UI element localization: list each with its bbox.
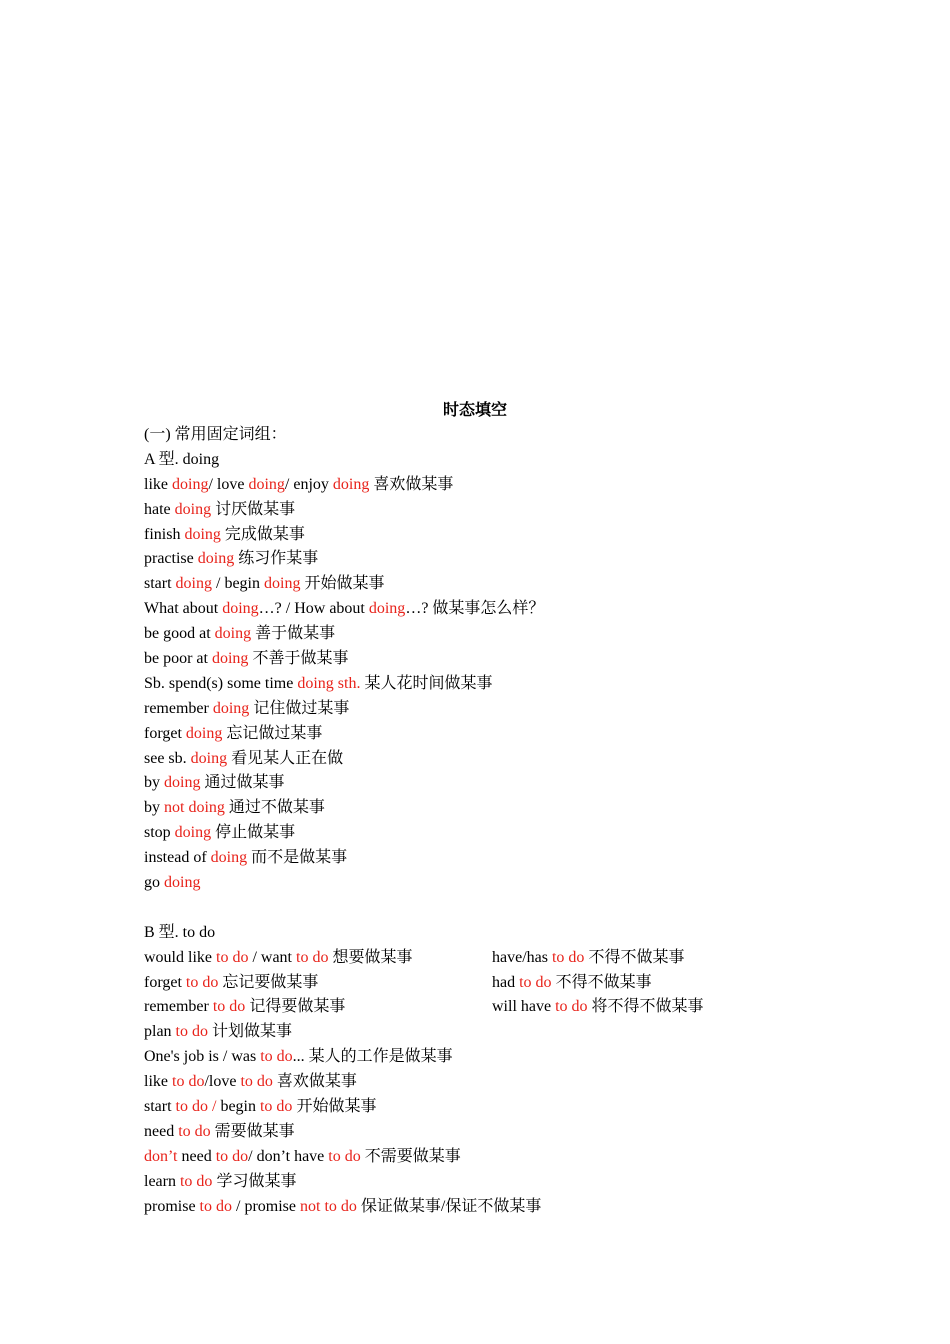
phrase-text: instead of <box>144 849 211 867</box>
phrase-text: /love <box>204 1073 241 1091</box>
highlighted-phrase: to do <box>216 948 249 966</box>
type-b-phrase-list <box>144 1020 844 1219</box>
highlighted-phrase: doing <box>197 550 235 568</box>
section-heading: (一) 常用固定词组： <box>144 426 287 443</box>
highlighted-phrase: doing <box>184 525 221 543</box>
phrase-text: see sb. <box>144 749 191 767</box>
highlighted-phrase: doing <box>368 600 406 618</box>
highlighted-phrase: doing <box>174 824 212 842</box>
highlighted-phrase: to do <box>175 1023 208 1041</box>
highlighted-phrase: doing <box>210 849 248 867</box>
highlighted-phrase: to do <box>296 948 329 966</box>
phrase-text: practise <box>144 550 198 568</box>
phrase-text: 通过不做某事 <box>224 799 325 817</box>
phrase-text: …? / How about <box>258 600 369 618</box>
highlighted-phrase: to do <box>215 1147 249 1165</box>
phrase-text: hate <box>144 500 175 518</box>
blank-line <box>144 896 844 921</box>
phrase-text: remember <box>144 699 213 717</box>
left-column-phrase <box>144 998 345 1015</box>
phrase-text: need <box>177 1147 216 1165</box>
phrase-text: have/has <box>492 948 552 966</box>
phrase-text: 讨厌做某事 <box>211 500 296 518</box>
phrase-text: What about <box>144 600 223 618</box>
highlighted-phrase: doing <box>212 699 250 717</box>
phrase-text: will have <box>492 998 556 1016</box>
right-column-phrase <box>492 995 704 1020</box>
phrase-text: 保证做某事/保证不做某事 <box>356 1197 542 1215</box>
phrase-text: by <box>144 799 164 817</box>
phrase-line <box>144 1145 844 1170</box>
phrase-text: 忘记做过某事 <box>222 724 323 742</box>
phrase-text: 停止做某事 <box>211 824 296 842</box>
phrase-line <box>144 622 844 647</box>
phrase-text: 记得要做某事 <box>245 998 346 1016</box>
phrase-text: / begin <box>212 575 264 593</box>
phrase-text: forget <box>144 973 186 991</box>
phrase-text: remember <box>144 998 213 1016</box>
phrase-text: 练习作某事 <box>234 550 319 568</box>
phrase-text: 忘记要做某事 <box>218 973 319 991</box>
highlighted-phrase: to do <box>199 1197 232 1215</box>
phrase-line <box>144 846 844 871</box>
phrase-text: / want <box>248 948 296 966</box>
phrase-text: finish <box>144 525 185 543</box>
phrase-line <box>144 747 844 772</box>
two-column-row <box>144 946 844 971</box>
highlighted-phrase: doing <box>164 774 201 792</box>
document-body <box>144 423 844 1220</box>
highlighted-phrase: doing <box>185 724 223 742</box>
left-column-phrase <box>144 974 318 991</box>
phrase-line <box>144 1170 844 1195</box>
phrase-text: learn <box>144 1172 180 1190</box>
phrase-text: 想要做某事 <box>328 948 413 966</box>
phrase-line <box>144 771 844 796</box>
highlighted-phrase: doing <box>332 475 370 493</box>
phrase-text: / don’t have <box>248 1147 329 1165</box>
highlighted-phrase: to do <box>519 973 552 991</box>
phrase-text: 需要做某事 <box>210 1122 295 1140</box>
phrase-line <box>144 1120 844 1145</box>
phrase-text: promise <box>144 1197 200 1215</box>
phrase-text: start <box>144 575 176 593</box>
phrase-text: by <box>144 774 164 792</box>
phrase-text: Sb. spend(s) some time <box>144 674 298 692</box>
phrase-text: 记住做过某事 <box>249 699 350 717</box>
phrase-line <box>144 1195 844 1220</box>
phrase-text: 学习做某事 <box>212 1172 297 1190</box>
phrase-text: 完成做某事 <box>220 525 305 543</box>
phrase-line <box>144 1070 844 1095</box>
type-b-two-column-list <box>144 946 844 1021</box>
phrase-line <box>144 697 844 722</box>
phrase-text: would like <box>144 948 216 966</box>
phrase-text: 喜欢做某事 <box>369 475 454 493</box>
phrase-line <box>144 547 844 572</box>
phrase-line <box>144 647 844 672</box>
highlighted-phrase: doing <box>172 475 209 493</box>
phrase-text: / promise <box>232 1197 300 1215</box>
highlighted-phrase: don’t <box>144 1147 178 1165</box>
phrase-text: go <box>144 874 164 892</box>
highlighted-phrase: to do <box>555 998 588 1016</box>
highlighted-phrase: doing <box>248 475 285 493</box>
phrase-text: 计划做某事 <box>208 1023 293 1041</box>
phrase-text: had <box>492 973 520 991</box>
phrase-text: like <box>144 475 172 493</box>
highlighted-phrase: to do / <box>175 1098 217 1116</box>
highlighted-phrase: to do <box>259 1098 293 1116</box>
phrase-text: One's job is / was <box>144 1048 261 1066</box>
phrase-line <box>144 1020 844 1045</box>
right-column-phrase <box>492 946 684 971</box>
highlighted-phrase: to do <box>178 1122 211 1140</box>
phrase-line <box>144 871 844 896</box>
phrase-text: like <box>144 1073 172 1091</box>
highlighted-phrase: to do <box>240 1073 273 1091</box>
highlighted-phrase: doing <box>264 575 301 593</box>
phrase-line <box>144 572 844 597</box>
phrase-line <box>144 473 844 498</box>
phrase-text: …? 做某事怎么样？ <box>405 600 545 618</box>
phrase-line <box>144 821 844 846</box>
phrase-line <box>144 722 844 747</box>
type-a-phrase-list <box>144 473 844 896</box>
phrase-text: / enjoy <box>284 475 333 493</box>
highlighted-phrase: doing <box>174 500 212 518</box>
page-title: 时态填空 <box>442 402 507 419</box>
phrase-text: ... 某人的工作是做某事 <box>292 1048 453 1066</box>
phrase-text: 喜欢做某事 <box>272 1073 357 1091</box>
phrase-text: need <box>144 1122 179 1140</box>
highlighted-phrase: doing <box>222 600 259 618</box>
phrase-text: be good at <box>144 625 215 643</box>
highlighted-phrase: to do <box>212 998 246 1016</box>
phrase-text: stop <box>144 824 175 842</box>
phrase-text: 看见某人正在做 <box>227 749 344 767</box>
phrase-text: start <box>144 1098 176 1116</box>
phrase-text: 某人花时间做某事 <box>360 674 493 692</box>
highlighted-phrase: to do <box>185 973 219 991</box>
phrase-text: 而不是做某事 <box>247 849 348 867</box>
highlighted-phrase: to do <box>179 1172 213 1190</box>
highlighted-phrase: doing sth. <box>297 674 361 692</box>
phrase-line <box>144 523 844 548</box>
highlighted-phrase: doing <box>211 650 249 668</box>
highlighted-phrase: to do <box>260 1048 293 1066</box>
phrase-text: 将不得不做某事 <box>587 998 704 1016</box>
phrase-text: 不善于做某事 <box>248 650 349 668</box>
phrase-text: 善于做某事 <box>251 625 336 643</box>
phrase-text: be poor at <box>144 650 212 668</box>
phrase-line <box>144 1095 844 1120</box>
two-column-row <box>144 971 844 996</box>
phrase-text: plan <box>144 1023 176 1041</box>
phrase-text: 不得不做某事 <box>551 973 652 991</box>
phrase-text: 通过做某事 <box>200 774 285 792</box>
two-column-row <box>144 995 844 1020</box>
phrase-text: 不得不做某事 <box>584 948 685 966</box>
highlighted-phrase: doing <box>175 575 212 593</box>
phrase-text: 不需要做某事 <box>360 1147 461 1165</box>
highlighted-phrase: not to do <box>300 1197 357 1215</box>
phrase-text: 开始做某事 <box>300 575 385 593</box>
type-b-heading: B 型. to do <box>144 923 216 941</box>
phrase-line <box>144 672 844 697</box>
highlighted-phrase: doing <box>190 749 228 767</box>
highlighted-phrase: doing <box>164 874 201 892</box>
highlighted-phrase: not doing <box>164 799 225 817</box>
phrase-text: / love <box>208 475 249 493</box>
phrase-line <box>144 597 844 622</box>
phrase-text: forget <box>144 724 186 742</box>
type-a-heading: A 型. doing <box>144 450 220 468</box>
highlighted-phrase: doing <box>214 625 252 643</box>
highlighted-phrase: to do <box>172 1073 205 1091</box>
highlighted-phrase: to do <box>328 1147 361 1165</box>
phrase-line <box>144 1045 844 1070</box>
highlighted-phrase: to do <box>551 948 585 966</box>
left-column-phrase <box>144 949 412 966</box>
phrase-line <box>144 796 844 821</box>
phrase-text: begin <box>216 1098 260 1116</box>
phrase-text: 开始做某事 <box>292 1098 377 1116</box>
phrase-line <box>144 498 844 523</box>
right-column-phrase <box>492 971 652 996</box>
